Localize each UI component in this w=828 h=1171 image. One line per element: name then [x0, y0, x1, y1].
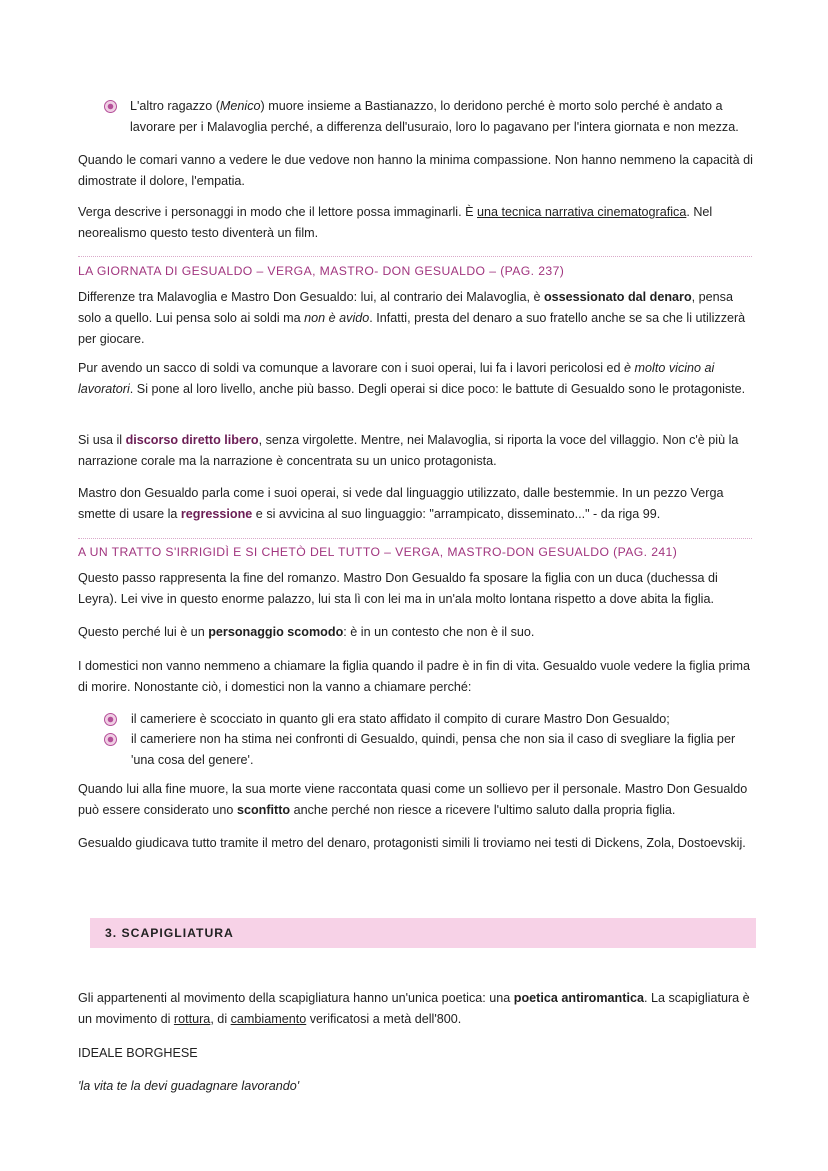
list-item — [104, 709, 758, 730]
section-header-bar — [90, 918, 756, 948]
list-item-text: L'altro ragazzo (Menico) muore insieme a Bastianazzo, lo deridono perché è morto solo perché è andato a lavorare per i Malavoglia perché, a differenza dell'usuraio, loro lo pagavano per l'intera giornata e non mezza. — [130, 99, 739, 134]
quote: 'la vita te la devi guadagnare lavorando' — [78, 1079, 300, 1093]
divider — [78, 256, 752, 257]
flower-bullet-icon — [104, 713, 117, 726]
paragraph: Pur avendo un sacco di soldi va comunque a lavorare con i suoi operai, lui fa i lavori pericolosi ed è molto vicino ai lavoratori. Si pone al loro livello, anche più basso. Degli operai si dice poco: le battute di Gesualdo sono le protagoniste. — [78, 361, 746, 396]
paragraph: Gli appartenenti al movimento della scapigliatura hanno un'unica poetica: una poetica antiromantica. La scapigliatura è un movimento di rottura, di cambiamento verificatosi a metà dell'800. — [78, 991, 750, 1026]
list-item-text: il cameriere è scocciato in quanto gli era stato affidato il compito di curare Mastro Don Gesualdo; — [131, 712, 670, 726]
flower-bullet-icon — [104, 100, 117, 113]
section-heading: A UN TRATTO S'IRRIGIDÌ E SI CHETÒ DEL TUTTO – VERGA, MASTRO-DON GESUALDO (PAG. 241) — [78, 545, 678, 559]
paragraph: Gesualdo giudicava tutto tramite il metro del denaro, protagonisti simili li troviamo nei testi di Dickens, Zola, Dostoevskij. — [78, 836, 746, 850]
paragraph: Si usa il discorso diretto libero, senza virgolette. Mentre, nei Malavoglia, si riporta la voce del villaggio. Non c'è più la narrazione corale ma la narrazione è concentrata su un unico protagonista. — [78, 433, 739, 468]
subheading: IDEALE BORGHESE — [78, 1046, 198, 1060]
list-item — [104, 729, 758, 771]
paragraph: Verga descrive i personaggi in modo che il lettore possa immaginarli. È una tecnica narrativa cinematografica. Nel neorealismo questo testo diventerà un film. — [78, 205, 713, 240]
paragraph: Questo passo rappresenta la fine del romanzo. Mastro Don Gesualdo fa sposare la figlia con un duca (duchessa di Leyra). Lei vive in questo enorme palazzo, lui sta lì con lei ma in un'ala molto lontana rispetto a dove abita la figlia. — [78, 571, 718, 606]
section-heading: LA GIORNATA DI GESUALDO – VERGA, MASTRO- DON GESUALDO – (PAG. 237) — [78, 264, 565, 278]
list-item — [104, 96, 758, 138]
divider — [78, 538, 752, 539]
paragraph: Questo perché lui è un personaggio scomodo: è in un contesto che non è il suo. — [78, 625, 535, 639]
paragraph: Quando lui alla fine muore, la sua morte viene raccontata quasi come un sollievo per il personale. Mastro Don Gesualdo può essere considerato uno sconfitto anche perché non riesce a ricevere l'ultimo saluto dalla propria figlia. — [78, 782, 748, 817]
flower-bullet-icon — [104, 733, 117, 746]
paragraph: Quando le comari vanno a vedere le due vedove non hanno la minima compassione. Non hanno nemmeno la capacità di dimostrate il dolore, l'empatia. — [78, 153, 753, 188]
paragraph: I domestici non vanno nemmeno a chiamare la figlia quando il padre è in fin di vita. Gesualdo vuole vedere la figlia prima di morire. Nonostante ciò, i domestici non la vanno a chiamare perché: — [78, 659, 751, 694]
list-item-text: il cameriere non ha stima nei confronti di Gesualdo, quindi, pensa che non sia il caso di svegliare la figlia per 'una cosa del genere'. — [131, 732, 736, 767]
paragraph: Differenze tra Malavoglia e Mastro Don Gesualdo: lui, al contrario dei Malavoglia, è ossessionato dal denaro, pensa solo a quello. Lui pensa solo ai soldi ma non è avido. Infatti, presta del denaro a suo fratello anche se sa che li utilizzerà per giocare. — [78, 290, 746, 346]
section-title: 3. SCAPIGLIATURA — [105, 926, 234, 940]
paragraph: Mastro don Gesualdo parla come i suoi operai, si vede dal linguaggio utilizzato, dalle bestemmie. In un pezzo Verga smette di usare la regressione e si avvicina al suo linguaggio: "arrampicato, disseminato..." - da riga 99. — [78, 486, 724, 521]
